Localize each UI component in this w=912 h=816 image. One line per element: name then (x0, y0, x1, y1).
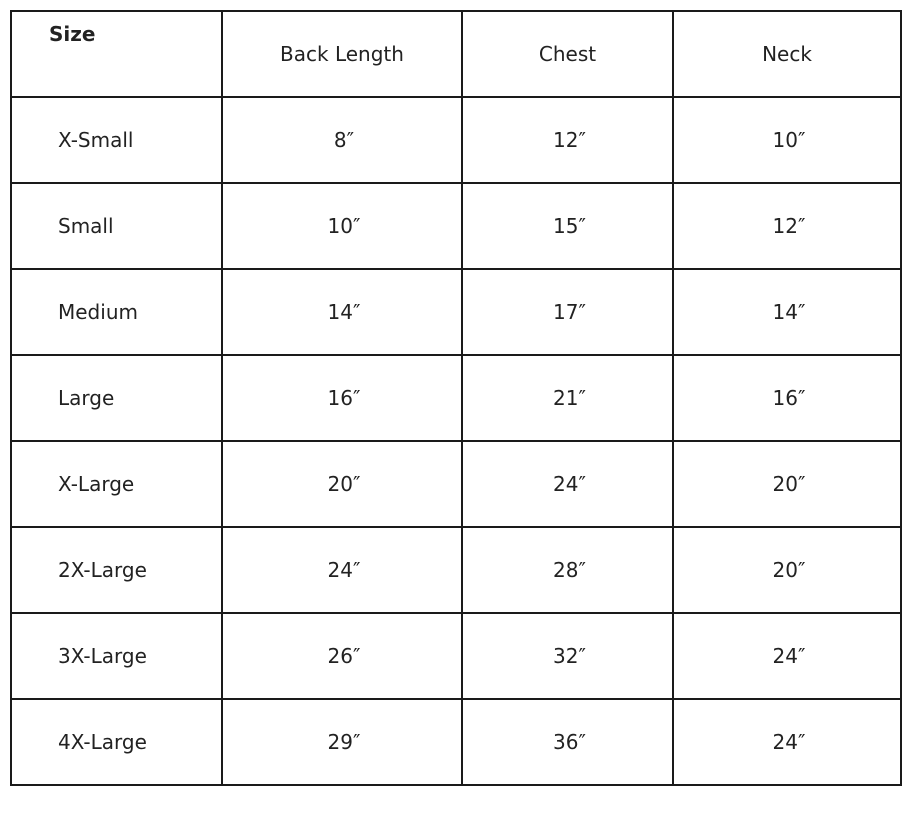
size-cell (11, 441, 222, 527)
size-label: Large (58, 386, 115, 410)
chest-cell (462, 527, 673, 613)
chest-value: 24″ (553, 472, 586, 496)
back-length-cell (222, 441, 462, 527)
neck-cell (673, 527, 901, 613)
neck-value: 10″ (772, 128, 806, 152)
header-neck-label: Neck (762, 42, 812, 66)
back-length-value: 10″ (327, 214, 361, 238)
chest-value: 36″ (553, 730, 586, 754)
size-cell (11, 613, 222, 699)
neck-value: 14″ (772, 300, 806, 324)
neck-cell (673, 269, 901, 355)
header-size (11, 11, 222, 97)
back-length-cell (222, 613, 462, 699)
neck-value: 24″ (772, 644, 806, 668)
size-label: 4X-Large (58, 730, 147, 754)
table-row (11, 183, 901, 269)
size-label: 3X-Large (58, 644, 147, 668)
chest-value: 21″ (553, 386, 586, 410)
header-back-length-label: Back Length (280, 42, 404, 66)
back-length-cell (222, 183, 462, 269)
size-cell (11, 269, 222, 355)
size-chart-table (10, 10, 902, 786)
neck-cell (673, 699, 901, 785)
chest-value: 32″ (553, 644, 586, 668)
chest-cell (462, 613, 673, 699)
neck-value: 12″ (772, 214, 806, 238)
back-length-value: 14″ (327, 300, 361, 324)
chest-cell (462, 269, 673, 355)
table-row (11, 527, 901, 613)
table-row (11, 613, 901, 699)
back-length-value: 26″ (327, 644, 361, 668)
back-length-cell (222, 355, 462, 441)
header-chest (462, 11, 673, 97)
back-length-value: 24″ (327, 558, 361, 582)
header-back-length (222, 11, 462, 97)
back-length-cell (222, 269, 462, 355)
chest-value: 17″ (553, 300, 586, 324)
chest-cell (462, 97, 673, 183)
neck-cell (673, 183, 901, 269)
table-row (11, 355, 901, 441)
neck-value: 20″ (772, 558, 806, 582)
chest-value: 12″ (553, 128, 586, 152)
size-cell (11, 527, 222, 613)
chest-cell (462, 355, 673, 441)
size-label: 2X-Large (58, 558, 147, 582)
neck-value: 24″ (772, 730, 806, 754)
back-length-value: 29″ (327, 730, 361, 754)
neck-cell (673, 613, 901, 699)
back-length-cell (222, 699, 462, 785)
header-size-label: Size (49, 22, 96, 46)
neck-cell (673, 441, 901, 527)
header-row (11, 11, 901, 97)
table-row (11, 97, 901, 183)
neck-value: 16″ (772, 386, 806, 410)
back-length-value: 8″ (333, 128, 355, 152)
chest-cell (462, 699, 673, 785)
size-label: X-Large (58, 472, 135, 496)
table-row (11, 269, 901, 355)
chest-value: 15″ (553, 214, 586, 238)
chest-cell (462, 441, 673, 527)
chest-value: 28″ (553, 558, 586, 582)
size-label: Medium (58, 300, 138, 324)
size-label: X-Small (58, 128, 134, 152)
back-length-cell (222, 97, 462, 183)
size-cell (11, 183, 222, 269)
header-neck (673, 11, 901, 97)
neck-value: 20″ (772, 472, 806, 496)
size-cell (11, 355, 222, 441)
size-cell (11, 699, 222, 785)
back-length-cell (222, 527, 462, 613)
neck-cell (673, 355, 901, 441)
header-chest-label: Chest (538, 42, 597, 66)
table-row (11, 699, 901, 785)
chest-cell (462, 183, 673, 269)
neck-cell (673, 97, 901, 183)
size-cell (11, 97, 222, 183)
table-row (11, 441, 901, 527)
back-length-value: 16″ (327, 386, 361, 410)
back-length-value: 20″ (327, 472, 361, 496)
size-label: Small (58, 214, 114, 238)
